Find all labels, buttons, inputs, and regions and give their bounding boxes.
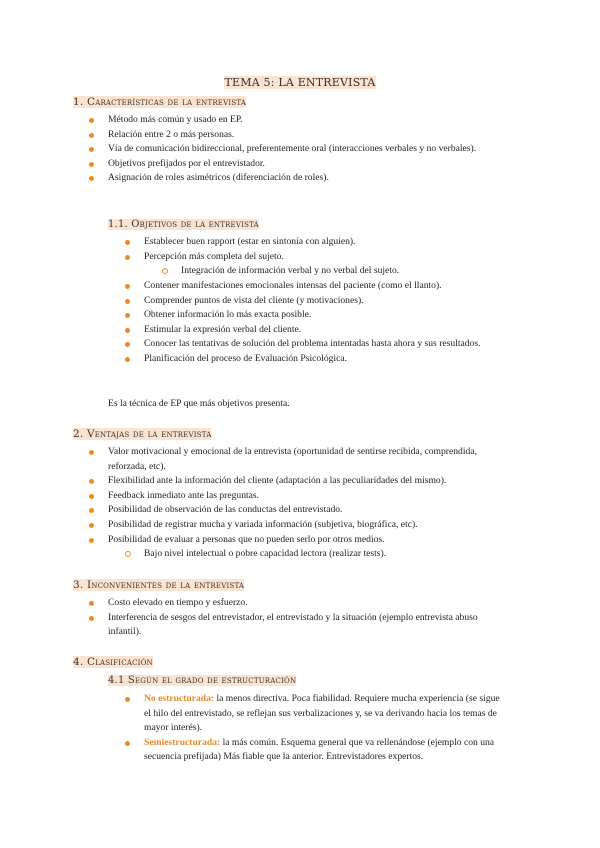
section-4-1-list <box>144 692 504 765</box>
section-2-sublist <box>144 547 504 562</box>
section-1-1-list-continued <box>144 279 504 367</box>
list-item: Conocer las tentativas de solución del problema intentadas hasta ahora y sus resultados. <box>144 337 504 352</box>
list-item: Contener manifestaciones emocionales intensas del paciente (como el llanto). <box>144 279 504 294</box>
list-item: Vía de comunicación bidireccional, preferentemente oral (interacciones verbales y no verbales). <box>108 142 508 157</box>
list-item: Obtener información lo más exacta posible. <box>144 308 504 323</box>
section-2-heading: 2. Ventajas de la entrevista <box>73 428 212 440</box>
section-2-list <box>108 445 508 547</box>
list-item: Asignación de roles asimétricos (diferenciación de roles). <box>108 171 508 186</box>
section-1-heading: 1. Características de la entrevista <box>73 96 247 108</box>
list-item: Relación entre 2 o más personas. <box>108 128 508 143</box>
section-1-1-heading: 1.1. Objetivos de la entrevista <box>108 219 259 230</box>
section-1-1-sublist <box>181 264 501 279</box>
section-1-list <box>108 113 508 186</box>
section-4-heading: 4. Clasificación <box>73 656 153 668</box>
list-item: Comprender puntos de vista del cliente (y motivaciones). <box>144 294 504 309</box>
section-1-1-note: Es la técnica de EP que más objetivos presenta. <box>108 398 290 409</box>
list-item: Percepción más completa del sujeto. <box>144 250 504 265</box>
term-no-estructurada: No estructurada: <box>144 693 215 704</box>
list-item: Costo elevado en tiempo y esfuerzo. <box>108 596 508 611</box>
document-title: TEMA 5: LA ENTREVISTA <box>224 76 376 89</box>
list-item: Posibilidad de registrar mucha y variada información (subjetiva, biográfica, etc). <box>108 518 508 533</box>
list-item: Posibilidad de evaluar a personas que no pueden serlo por otros medios. <box>108 533 508 548</box>
term-semiestructurada: Semiestructurada: <box>144 736 221 748</box>
list-item: No estructurada: la menos directiva. Poca fiabilidad. Requiere mucha experiencia (se sigue el hilo del entrevistado, se reflejan sus verbalizaciones y, se va derivando hacia los temas de mayor interés). <box>144 692 504 736</box>
list-item: Flexibilidad ante la información del cliente (adaptación a las peculiaridades del mismo). <box>108 474 508 489</box>
list-item: Objetivos prefijados por el entrevistador. <box>108 157 508 172</box>
section-4-1-heading: 4.1 Según el grado de estructuración <box>108 675 297 686</box>
list-item: Planificación del proceso de Evaluación Psicológica. <box>144 352 504 367</box>
sub-list-item: Integración de información verbal y no verbal del sujeto. <box>181 264 501 279</box>
list-item: Estimular la expresión verbal del cliente. <box>144 323 504 338</box>
list-item: Interferencia de sesgos del entrevistador, el entrevistado y la situación (ejemplo entrevista abuso infantil). <box>108 611 508 640</box>
sub-list-item: Bajo nivel intelectual o pobre capacidad lectora (realizar tests). <box>144 547 504 562</box>
list-item: Semiestructurada: la más común. Esquema general que va rellenándose (ejemplo con una secuencia prefijada) Más fiable que la anterior. Entrevistadores expertos. <box>144 736 504 765</box>
list-item: Establecer buen rapport (estar en sintonía con alguien). <box>144 235 504 250</box>
list-item: Feedback inmediato ante las preguntas. <box>108 489 508 504</box>
section-3-list <box>108 596 508 640</box>
list-item: Posibilidad de observación de las conductas del entrevistado. <box>108 503 508 518</box>
section-3-heading: 3. Inconvenientes de la entrevista <box>73 579 245 591</box>
list-item: Método más común y usado en EP. <box>108 113 508 128</box>
section-1-1-list <box>144 235 504 264</box>
list-item: Valor motivacional y emocional de la entrevista (oportunidad de sentirse recibida, comprendida, reforzada, etc). <box>108 445 508 474</box>
